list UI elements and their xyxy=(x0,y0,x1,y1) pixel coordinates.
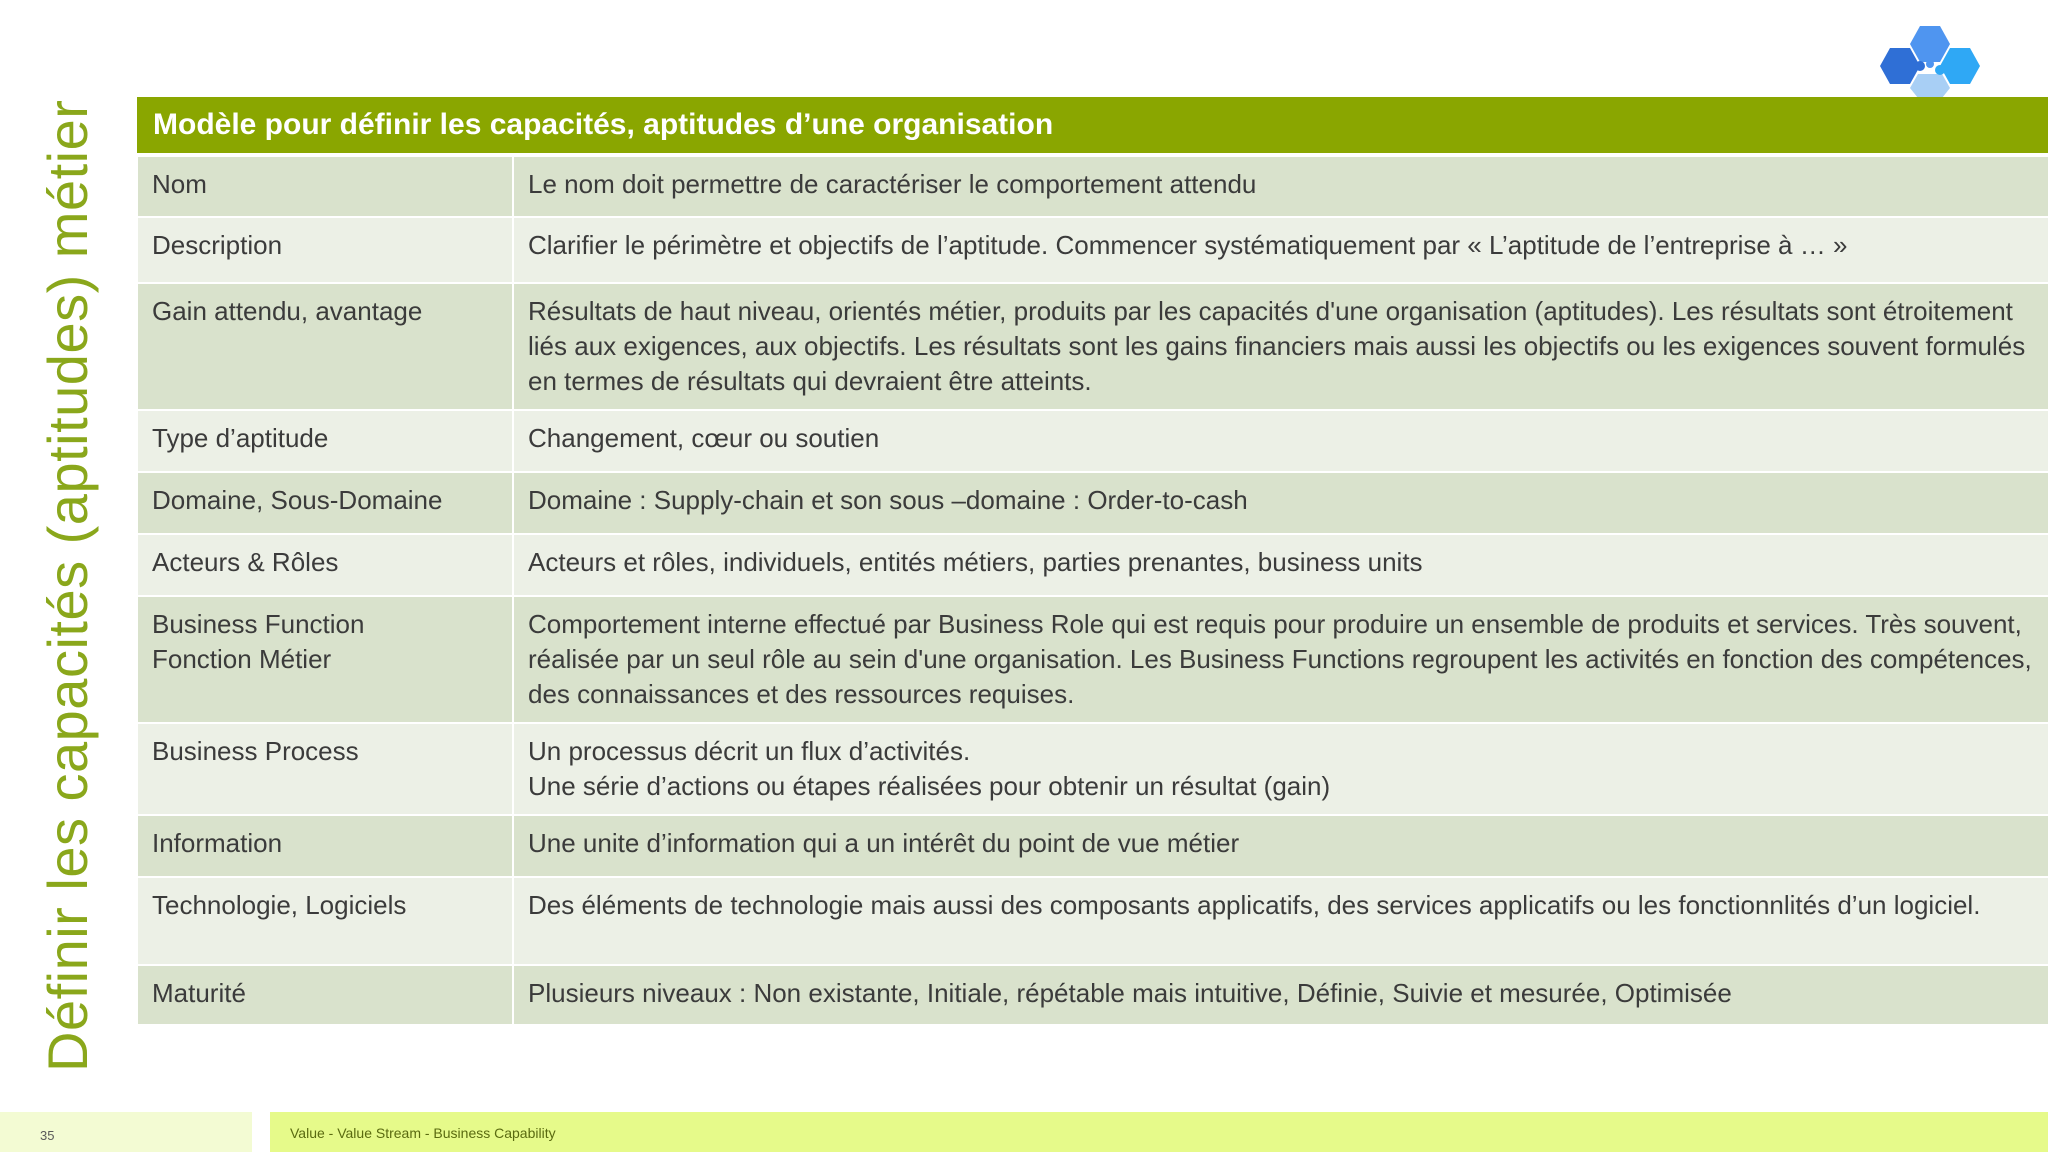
row-value: Des éléments de technologie mais aussi des composants applicatifs, des services applicatifs ou les fonctionnlités d’un logiciel. xyxy=(513,877,2048,965)
row-label: Information xyxy=(137,815,513,877)
table-row xyxy=(137,815,2048,877)
row-label: Nom xyxy=(137,155,513,217)
table-row xyxy=(137,534,2048,596)
slide-title: Définir les capacités (aptitudes) métier xyxy=(36,99,99,1072)
page-number: 35 xyxy=(40,1128,55,1143)
row-value xyxy=(513,723,2048,815)
table-row xyxy=(137,217,2048,283)
table-row xyxy=(137,472,2048,534)
row-label-line: Fonction Métier xyxy=(152,644,332,674)
row-label: Maturité xyxy=(137,965,513,1025)
row-label-line: Business Function xyxy=(152,609,365,639)
table-row xyxy=(137,410,2048,472)
row-label: Technologie, Logiciels xyxy=(137,877,513,965)
row-value: Domaine : Supply-chain et son sous –domaine : Order-to-cash xyxy=(513,472,2048,534)
table-row xyxy=(137,283,2048,410)
table-row xyxy=(137,155,2048,217)
table-header: Modèle pour définir les capacités, aptitudes d’une organisation xyxy=(137,97,2048,155)
capability-table xyxy=(136,97,2048,1026)
row-label: Description xyxy=(137,217,513,283)
puzzle-hexagons-icon xyxy=(1828,22,2004,98)
row-value: Changement, cœur ou soutien xyxy=(513,410,2048,472)
row-value-line: Un processus décrit un flux d’activités. xyxy=(528,736,971,766)
row-label: Type d’aptitude xyxy=(137,410,513,472)
table-row xyxy=(137,723,2048,815)
row-label: Acteurs & Rôles xyxy=(137,534,513,596)
row-value: Clarifier le périmètre et objectifs de l’aptitude. Commencer systématiquement par « L’aptitude de l’entreprise à … » xyxy=(513,217,2048,283)
row-label xyxy=(137,596,513,723)
table-row xyxy=(137,596,2048,723)
footer-text: Value - Value Stream - Business Capability xyxy=(290,1125,556,1141)
footer-page-box xyxy=(0,1112,252,1152)
row-value: Résultats de haut niveau, orientés métier, produits par les capacités d'une organisation (aptitudes). Les résultats sont étroitement liés aux exigences, aux objectifs. Les résultats sont les gains financiers mais aussi les objectifs ou les exigences souvent formulés en termes de résultats qui devraient être atteints. xyxy=(513,283,2048,410)
row-label: Domaine, Sous-Domaine xyxy=(137,472,513,534)
table-row xyxy=(137,965,2048,1025)
row-label: Business Process xyxy=(137,723,513,815)
row-label: Gain attendu, avantage xyxy=(137,283,513,410)
row-value: Le nom doit permettre de caractériser le comportement attendu xyxy=(513,155,2048,217)
table-row xyxy=(137,877,2048,965)
row-value-line: Une série d’actions ou étapes réalisées pour obtenir un résultat (gain) xyxy=(528,771,1331,801)
row-value: Plusieurs niveaux : Non existante, Initiale, répétable mais intuitive, Définie, Suivie et mesurée, Optimisée xyxy=(513,965,2048,1025)
row-value: Acteurs et rôles, individuels, entités métiers, parties prenantes, business units xyxy=(513,534,2048,596)
row-value: Comportement interne effectué par Business Role qui est requis pour produire un ensemble de produits et services. Très souvent, réalisée par un seul rôle au sein d'une organisation. Les Business Functions regroupent les activités en fonction des compétences, des connaissances et des ressources requises. xyxy=(513,596,2048,723)
row-value: Une unite d’information qui a un intérêt du point de vue métier xyxy=(513,815,2048,877)
